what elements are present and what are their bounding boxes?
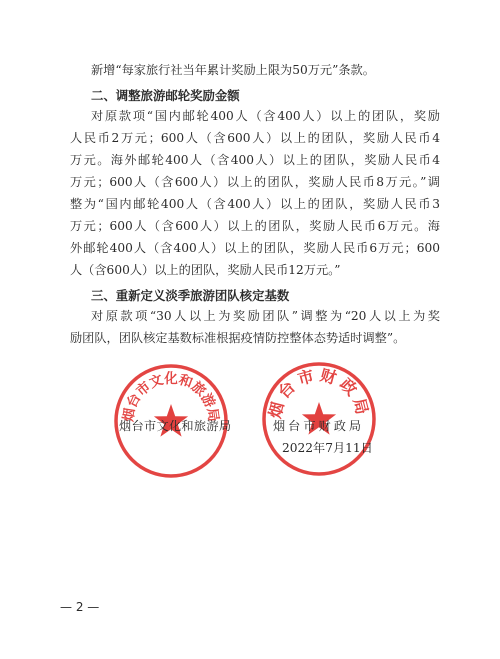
- seal-text-left: 烟台市文化和旅游局: [120, 371, 222, 423]
- paragraph-line: 新增“每家旅行社当年累计奖励上限为50万元”条款。: [91, 63, 375, 77]
- paragraph-line: 万元。海外邮轮400人（含400人）以上的团队，奖励人民币4: [70, 153, 440, 167]
- paragraph-line: 对原款项“30人以上为奖励团队”调整为“20人以上为奖: [91, 309, 440, 323]
- paragraph-line: 万元；600人（含600人）以上的团队，奖励人民币8万元。”调: [70, 175, 440, 189]
- paragraph-line: 人民币2万元；600人（含600人）以上的团队，奖励人民币4: [70, 131, 440, 145]
- issue-date: 2022年7月11日: [282, 441, 373, 455]
- paragraph-line: 万元；600人（含600人）以上的团队，奖励人民币6万元。海: [70, 219, 440, 233]
- section-heading-3: 三、重新定义淡季旅游团队核定基数: [91, 288, 290, 303]
- seal-text-right: 烟台市财政局: [265, 365, 373, 421]
- issuing-org-culture-tourism: 烟台市文化和旅游局: [119, 419, 232, 433]
- paragraph-line: 对原款项“国内邮轮400人（含400人）以上的团队，奖励: [91, 109, 440, 123]
- section-heading-2: 二、调整旅游邮轮奖励金额: [91, 88, 240, 103]
- paragraph-line: 外邮轮400人（含400人）以上的团队，奖励人民币6万元；600: [70, 241, 440, 255]
- issuing-org-finance: 烟台市财政局: [273, 419, 365, 433]
- paragraph-line: 人（含600人）以上的团队，奖励人民币12万元。”: [70, 263, 341, 277]
- paragraph-line: 励团队，团队核定基数标准根据疫情防控整体态势适时调整”。: [70, 331, 406, 345]
- paragraph-line: 整为“国内邮轮400人（含400人）以上的团队，奖励人民币3: [70, 197, 440, 211]
- page-number: — 2 —: [60, 600, 100, 614]
